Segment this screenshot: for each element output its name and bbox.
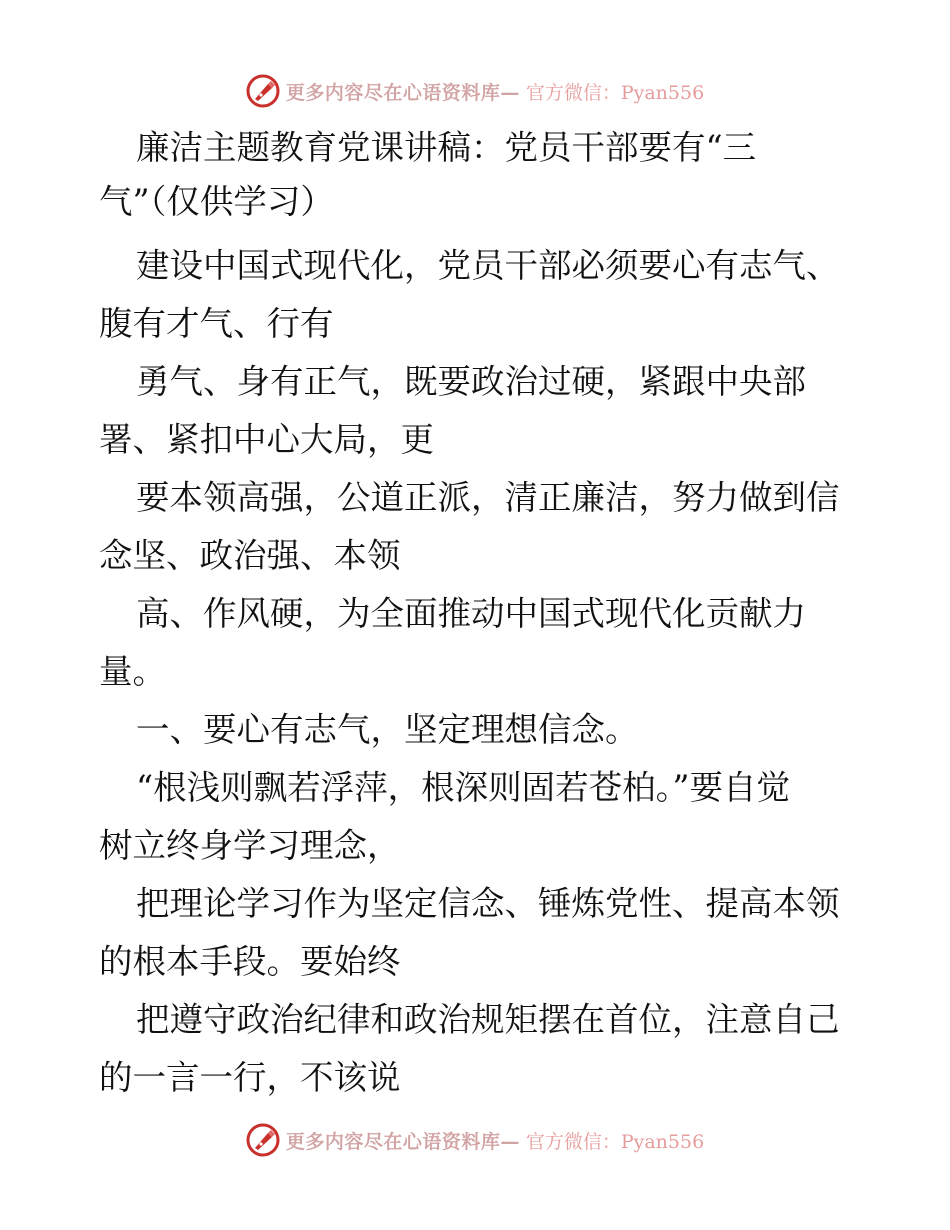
- body-line: 把遵守政治纪律和政治规矩摆在首位，注意自己: [136, 1000, 840, 1039]
- body-line: 要本领高强，公道正派，清正廉洁，努力做到信: [136, 478, 840, 517]
- header-contact-text: 官方微信：Pyan556: [525, 81, 705, 104]
- body-line: 腹有才气、行有: [99, 304, 334, 343]
- body-line: 署、紧扣中心大局，更: [99, 420, 434, 459]
- footer-contact-text: 官方微信：Pyan556: [525, 1130, 705, 1153]
- body-line: 念坚、政治强、本领: [99, 536, 401, 575]
- pen-nib-icon: [246, 74, 280, 108]
- footer-banner: [0, 1120, 950, 1160]
- body-line: 量。: [99, 652, 166, 691]
- body-line: 一、要心有志气，坚定理想信念。: [136, 710, 639, 749]
- body-line: 树立终身学习理念，: [99, 826, 401, 865]
- body-line: “根浅则飘若浮萍，根深则固若苍柏。”要自觉: [136, 768, 791, 807]
- body-line: 的一言一行，不该说: [99, 1058, 401, 1097]
- body-line: 把理论学习作为坚定信念、锤炼党性、提高本领: [136, 884, 840, 923]
- body-line: 勇气、身有正气，既要政治过硬，紧跟中央部: [136, 362, 806, 401]
- body-line: 建设中国式现代化，党员干部必须要心有志气、: [136, 246, 840, 285]
- pen-nib-icon: [246, 1123, 280, 1157]
- header-site-text: 更多内容尽在心语资料库—: [285, 81, 520, 104]
- header-banner: [0, 71, 950, 111]
- footer-site-text: 更多内容尽在心语资料库—: [285, 1130, 520, 1153]
- body-line: 高、作风硬，为全面推动中国式现代化贡献力: [136, 594, 806, 633]
- body-line: 气”（仅供学习）: [99, 182, 334, 221]
- body-line: 的根本手段。要始终: [99, 942, 401, 981]
- body-line: 廉洁主题教育党课讲稿：党员干部要有“三: [136, 128, 757, 167]
